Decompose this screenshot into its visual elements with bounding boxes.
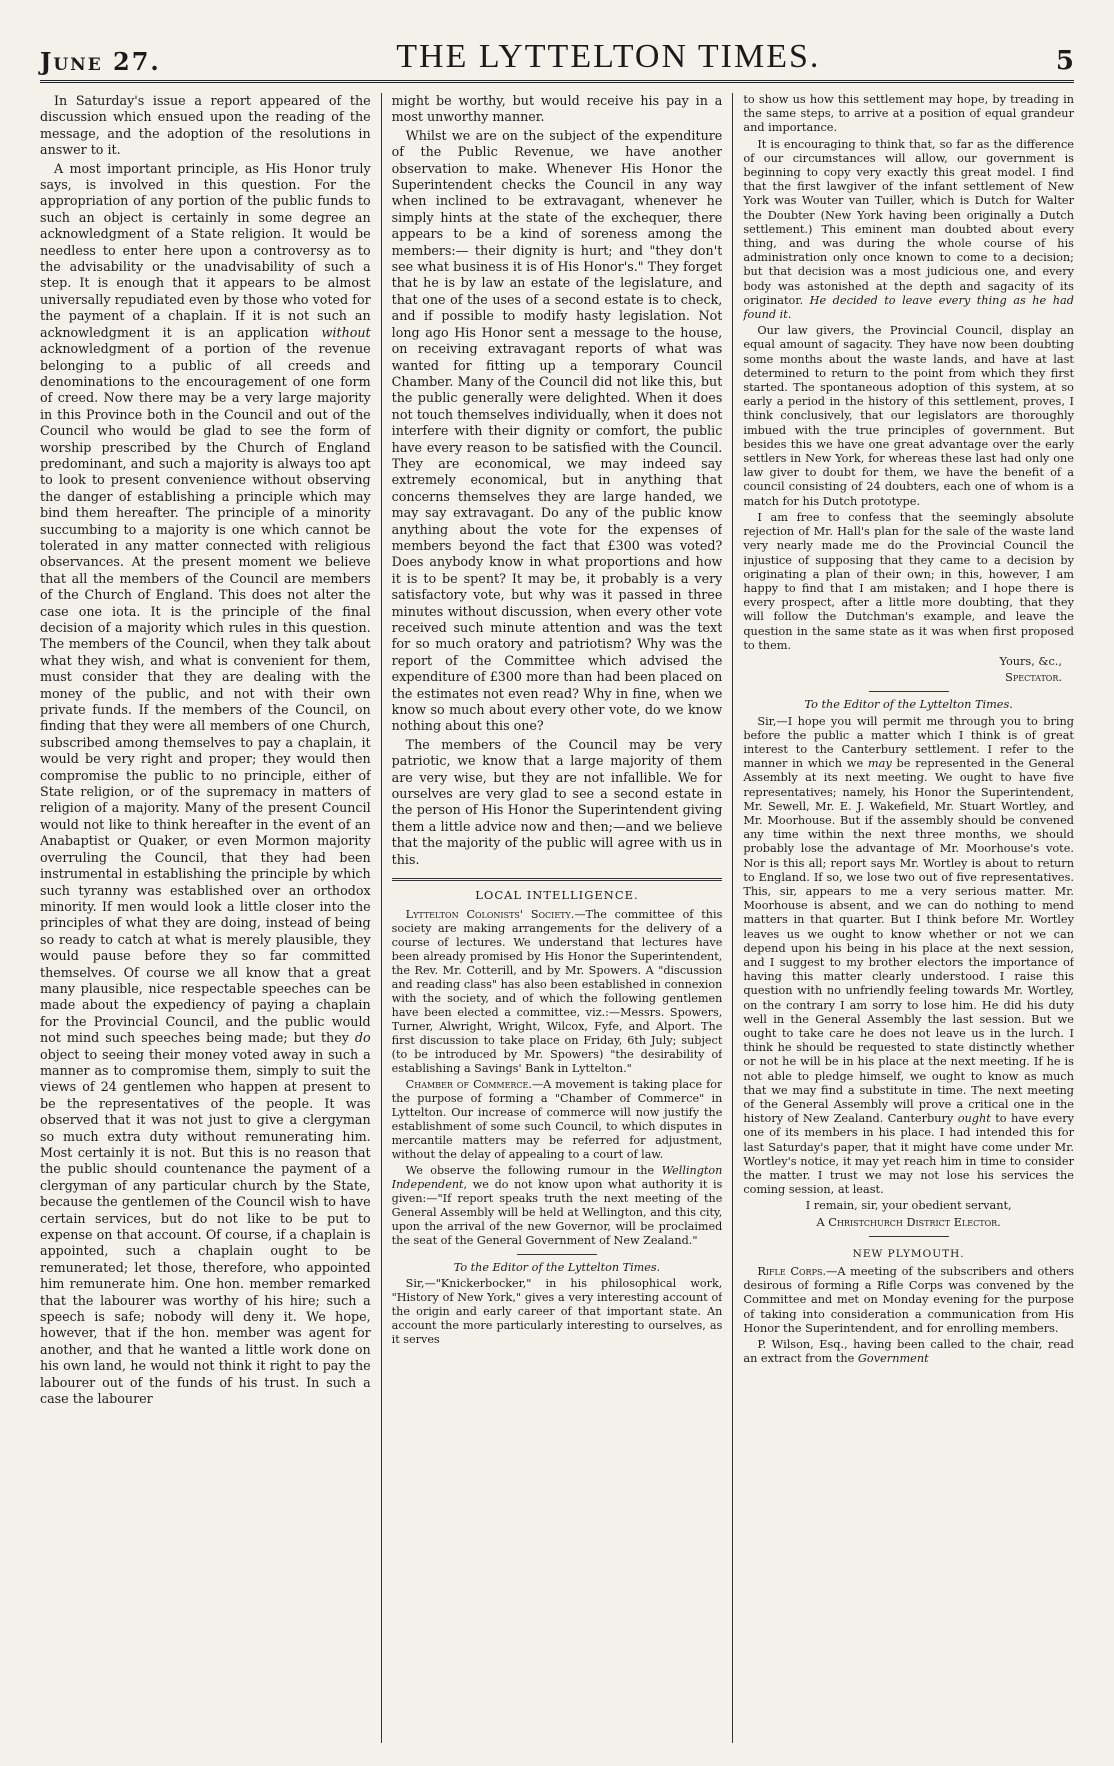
- signoff: Yours, &c.,: [999, 654, 1062, 668]
- divider: [869, 691, 949, 692]
- column-rule: [732, 93, 733, 1743]
- news-item: We observe the following rumour in the Wellington Independent, we do not know upon what authority it is given:—"If report speaks truth the next meeting of the General Assembly will be held at Wellington, and this city, upon the arrival of the new Governor, will be proclaimed the seat of the General Government of New Zealand.": [391, 1163, 723, 1247]
- section-divider: [392, 878, 723, 881]
- page-number: 5: [1055, 46, 1074, 76]
- letter-heading: To the Editor of the Lyttelton Times.: [804, 698, 1013, 712]
- news-item: P. Wilson, Esq., having been called to the chair, read an extract from the Government: [743, 1338, 1074, 1366]
- issue-date: June 27.: [40, 47, 161, 76]
- signature: A Christchurch District Elector.: [816, 1215, 1001, 1229]
- news-item: Lyttelton Colonists' Society.—The committee of this society are making arrangements for the delivery of a course of lectures. We understand that lectures have been already promised by His Honor the Superintendent, the Rev. Mr. Cotterill, and by Mr. Spowers. A "discussion and reading class" has also been established in connexion with the society, and of which the following gentlemen have been elected a committee, viz.:—Messrs. Spowers, Turner, Alwright, Wright, Wilcox, Fyfe, and Alport. The first discussion to take place on Friday, 6th July; subject (to be introduced by Mr. Spowers) "the desirability of establishing a Savings' Bank in Lyttelton.": [391, 907, 723, 1075]
- masthead: [40, 22, 1074, 83]
- article-paragraph: The members of the Council may be very patriotic, we know that a large majority of them are very wise, but they are not infallible. We for ourselves are very glad to see a second estate in the person of His Honor the Superintendent giving them a little advice now and then;—and we believe that the majority of the public will agree with us in this.: [391, 736, 723, 867]
- letter-paragraph: I am free to confess that the seemingly absolute rejection of Mr. Hall's plan for the sale of the waste land very nearly made me do the Provincial Council the injustice of supposing that they came to a decision by originating a plan of their own; in this, however, I am happy to find that I am mistaken; and I hope there is every prospect, after a little more doubting, that they will follow the Dutchman's example, and leave the question in the same state as it was when first proposed to them.: [743, 510, 1074, 652]
- column-2: [392, 93, 723, 1743]
- article-paragraph: A most important principle, as His Honor truly says, is involved in this question. For the appropriation of any portion of the public funds to such an object is certainly in some degree an acknowledgment of a State religion. It would be needless to enter here upon a controversy as to the advisability or the unadvisability of such a step. It is enough that it appears to be almost universally repudiated even by those who voted for the payment of a chaplain. If it is not such an acknowledgment it is an application without acknowledgment of a portion of the revenue belonging to a public of all creeds and denominations to the encouragement of one form of creed. Now there may be a very large majority in this Province both in the Council and out of the Council who would be glad to see the form of worship prescribed by the Church of England predominant, and such a majority is always too apt to look to present convenience without observing the danger of establishing a principle which may bind them hereafter. The principle of a minority succumbing to a majority is one which cannot be tolerated in any matter connected with religious observances. At the present moment we believe that all the members of the Council are members of the Church of England. This does not alter the case one iota. It is the principle of the final decision of a majority which rules in this question. The members of the Council, when they talk about what they wish, and what is convenient for them, must consider that they are dealing with the money of the public, and not with their own private funds. If the members of the Council, on finding that they were all members of one Church, subscribed among themselves to pay a chaplain, it would be very right and proper; they would then compromise the public to no principle, either of State religion, or of the supremacy in matters of religion of a majority. Many of the present Council would not like to think hereafter in the event of an Anabaptist or Quaker, or even Mormon majority overruling the Council, that they had been instrumental in establishing the principle by which such tyranny was established over an orthodox minority. If men would look a little closer into the principles of what they are doing, instead of being so ready to catch at what is merely plausible, they would pause before they so far committed themselves. Of course we all know that a great many plausible, nice respectable speeches can be made about the expediency of paying a chaplain for the Provincial Council, and the public would not mind such speeches being made; but they do object to seeing their money voted away in such a manner as to compromise them, simply to suit the views of 24 gentlemen who happen at present to be the representatives of the people. It was observed that it was not just to give a clergyman so much extra duty without remunerating him. Most certainly it is not. But this is no reason that the public should countenance the payment of a clergyman of any particular church by the State, because the gentlemen of the Council wish to have certain services, but do not like to be put to expense on that account. Of course, if a chaplain is appointed, such a chaplain ought to be remunerated; let those, therefore, who appointed him remunerate him. One hon. member remarked that the labourer was worthy of his hire; such a speech is safe; nobody will deny it. We hope, however, that if the hon. member was agent for another, and that he wanted a little work done on his own land, he would not think it right to pay the labourer out of the funds of his trust. In such a case the labourer: [40, 160, 371, 1407]
- letter-paragraph: to show us how this settlement may hope, by treading in the same steps, to arrive at a position of equal grandeur and importance.: [743, 93, 1074, 135]
- news-item: Rifle Corps.—A meeting of the subscribers and others desirous of forming a Rifle Corps was convened by the Committee and met on Monday evening for the purpose of taking into consideration a communication from His Honor the Superintendent, and for enrolling members.: [743, 1265, 1074, 1335]
- section-heading: NEW PLYMOUTH.: [852, 1247, 965, 1260]
- newspaper-title: THE LYTTELTON TIMES.: [396, 38, 821, 75]
- column-rule: [381, 93, 382, 1743]
- column-1: [40, 93, 371, 1743]
- section-heading: LOCAL INTELLIGENCE.: [475, 888, 639, 903]
- letter-heading: To the Editor of the Lyttelton Times.: [453, 1260, 661, 1274]
- letter-paragraph: Sir,—"Knickerbocker," in his philosophical work, "History of New York," gives a very interesting account of the origin and early career of that important state. An account the more particularly interesting to ourselves, as it serves: [391, 1276, 723, 1346]
- article-paragraph: might be worthy, but would receive his pay in a most unworthy manner.: [391, 93, 723, 125]
- divider: [869, 1236, 949, 1237]
- signature: Spectator.: [1005, 671, 1062, 685]
- letter-paragraph: Sir,—I hope you will permit me through you to bring before the public a matter which I think is of great interest to the Canterbury settlement. I refer to the manner in which we may be represented in the General Assembly at its next meeting. We ought to have five representatives; namely, his Honor the Superintendent, Mr. Sewell, Mr. E. J. Wakefield, Mr. Stuart Wortley, and Mr. Moorhouse. But if the assembly should be convened any time within the next three months, we should probably lose the advantage of Mr. Moorhouse's vote. Nor is this all; report says Mr. Wortley is about to return to England. If so, we lose two out of five representatives. This, sir, appears to me a very serious matter. Mr. Moorhouse is absent, and we can do nothing to mend matters in that quarter. But I think before Mr. Wortley leaves us we ought to know whether or not we can depend upon his being in his place at the next session, and I suggest to my brother electors the importance of having this matter clearly understood. I raise this question with no unfriendly feeling towards Mr. Wortley, on the contrary I am sorry to lose him. He did his duty well in the General Assembly the last session. But we ought to take care he does not leave us in the lurch. I think he should be requested to state distinctly whether or not he will be in his place at the next meeting. If he is not able to pledge himself, we ought to know as much that we may find a substitute in time. The next meeting of the General Assembly will prove a critical one in the history of New Zealand. Canterbury ought to have every one of its members in his place. I had intended this for last Saturday's paper, that it might have come under Mr. Wortley's notice, it may yet reach him in time to consider the matter. I trust we may not lose his services the coming session, at least.: [743, 714, 1074, 1197]
- signoff: I remain, sir, your obedient servant,: [805, 1199, 1012, 1213]
- article-paragraph: Whilst we are on the subject of the expenditure of the Public Revenue, we have another observation to make. Whenever His Honor the Superintendent checks the Council in any way when inclined to be extravagant, whenever he simply hints at the state of the exchequer, there appears to be a kind of soreness among the members:— their dignity is hurt; and "they don't see what business it is of His Honor's." They forget that he is by law an estate of the legislature, and that one of the uses of a second estate is to check, and if possible to modify hasty legislation. Not long ago His Honor sent a message to the house, on receiving extravagant reports of what was wanted for fitting up a temporary Council Chamber. Many of the Council did not like this, but the public generally were delighted. When it does not touch themselves individually, when it does not interfere with their dignity or comfort, the public have every reason to be satisfied with the Council. They are economical, we may indeed say extremely economical, but in anything that concerns themselves they are large handed, we may say extravagant. Do any of the public know anything about the vote for the expenses of members beyond the fact that £300 was voted? Does anybody know in what proportions and how it is to be spent? It may be, it probably is a very satisfactory vote, but why was it passed in three minutes without discussion, when every other vote received such minute attention and was the text for so much oratory and patriotism? Why was the report of the Committee which advised the expenditure of £300 more than had been placed on the estimates not even read? Why in fine, when we know so much about every other vote, do we know nothing about this one?: [391, 127, 723, 734]
- article-paragraph: In Saturday's issue a report appeared of the discussion which ensued upon the reading of the message, and the adoption of the resolutions in answer to it.: [40, 93, 371, 158]
- letter-paragraph: It is encouraging to think that, so far as the difference of our circumstances will allow, our government is beginning to copy very exactly this great model. I find that the first lawgiver of the infant settlement of New York was Wouter van Tuiller, which is Dutch for Walter the Doubter (New York having been originally a Dutch settlement.) This eminent man doubted about every thing, and was during the whole course of his administration only once known to come to a decision; but that decision was a most judicious one, and every body was astonished at the depth and sagacity of its originator. He decided to leave every thing as he had found it.: [743, 137, 1074, 322]
- columns: [40, 93, 1074, 1743]
- divider: [517, 1254, 597, 1255]
- local-intelligence-section: [392, 908, 723, 1347]
- news-item: Chamber of Commerce.—A movement is taking place for the purpose of forming a "Chamber of Commerce" in Lyttelton. Our increase of commerce will now justify the establishment of some such Council, to which disputes in mercantile matters may be referred for adjustment, without the delay of appealing to a court of law.: [391, 1077, 723, 1161]
- letter-paragraph: Our law givers, the Provincial Council, display an equal amount of sagacity. They have now been doubting some months about the waste lands, and have at last determined to return to the point from which they first started. The spontaneous adoption of this system, at so early a period in the history of this settlement, proves, I think conclusively, that our legislators are thoroughly imbued with the true principles of government. But besides this we have one great advantage over the early settlers in New York, for whereas these last had only one law giver to doubt for them, we have the benefit of a council consisting of 24 doubters, each one of whom is a match for his Dutch prototype.: [743, 324, 1074, 508]
- column-3: [743, 93, 1074, 1743]
